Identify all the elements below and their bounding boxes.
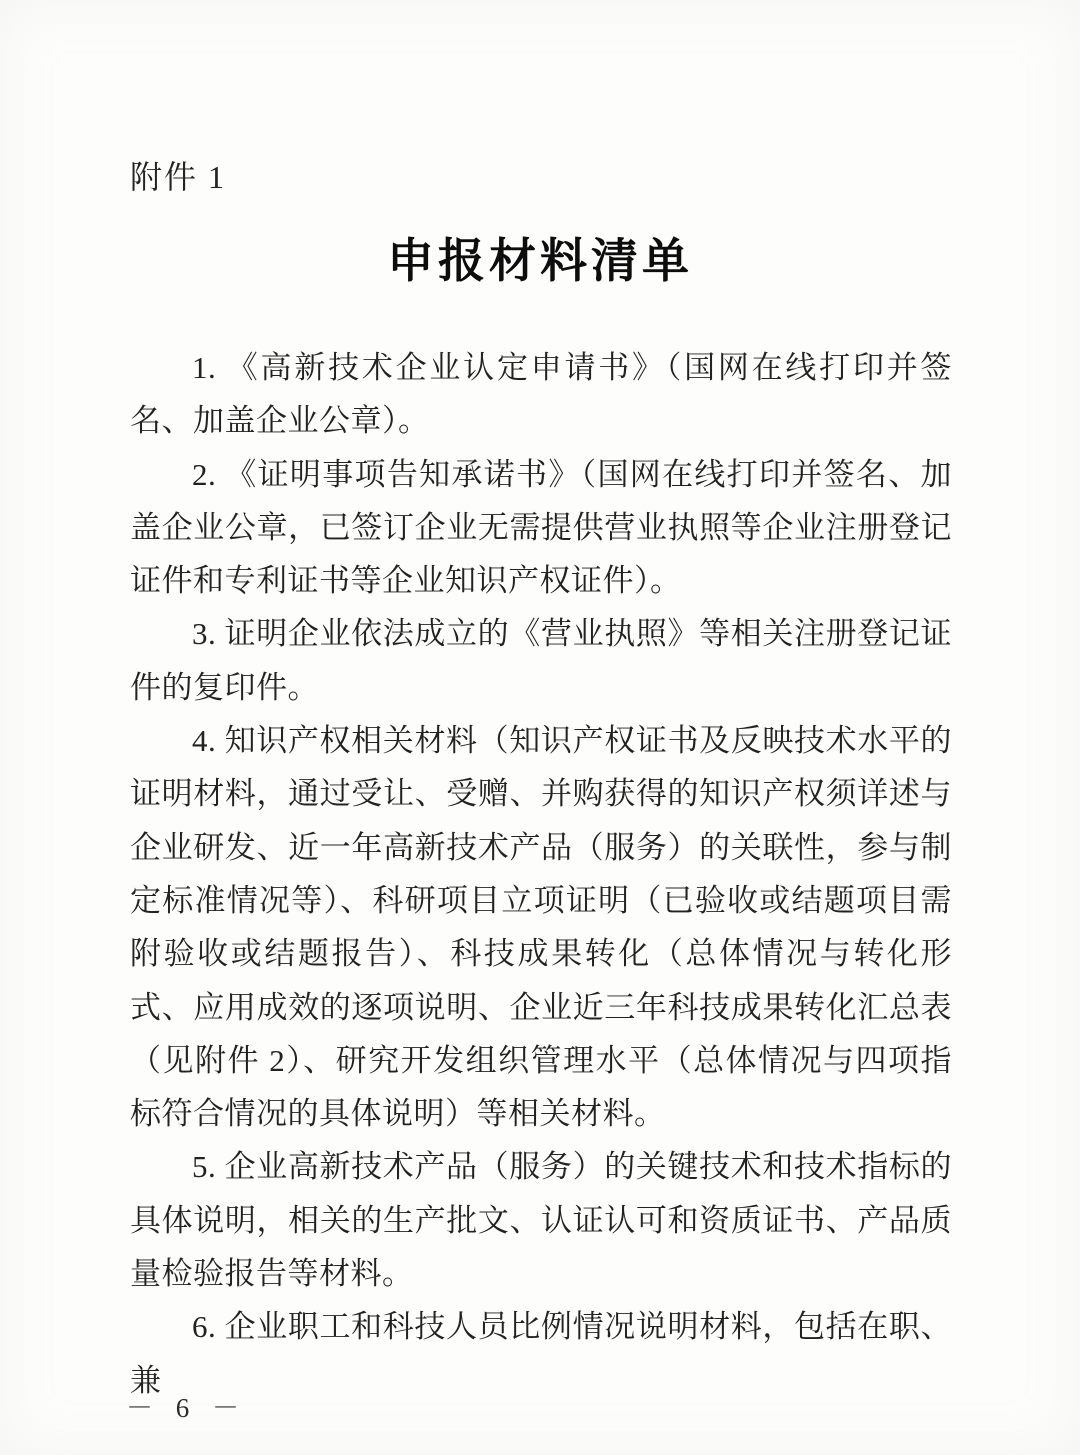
list-item-6: 6. 企业职工和科技人员比例情况说明材料，包括在职、兼 bbox=[130, 1309, 952, 1398]
document-title: 申报材料清单 bbox=[387, 236, 693, 288]
list-item-1: 1. 《高新技术企业认定申请书》（国网在线打印并签名、加盖企业公章）。 bbox=[130, 350, 952, 439]
attachment-label: 附件 1 bbox=[130, 159, 227, 195]
page-number: － 6 － bbox=[126, 1393, 247, 1423]
document-body bbox=[130, 341, 952, 1407]
list-item-3: 3. 证明企业依法成立的《营业执照》等相关注册登记证件的复印件。 bbox=[130, 616, 952, 705]
list-item-5: 5. 企业高新技术产品（服务）的关键技术和技术指标的具体说明，相关的生产批文、认证认可和资质证书、产品质量检验报告等材料。 bbox=[130, 1149, 952, 1292]
list-item-2: 2. 《证明事项告知承诺书》（国网在线打印并签名、加盖企业公章，已签订企业无需提供营业执照等企业注册登记证件和专利证书等企业知识产权证件）。 bbox=[130, 456, 952, 599]
list-item-4: 4. 知识产权相关材料（知识产权证书及反映技术水平的证明材料，通过受让、受赠、并购获得的知识产权须详述与企业研发、近一年高新技术产品（服务）的关联性，参与制定标准情况等）、科研项目立项证明（已验收或结题项目需附验收或结题报告）、科技成果转化（总体情况与转化形式、应用成效的逐项说明、企业近三年科技成果转化汇总表（见附件 2）、研究开发组织管理水平（总体情况与四项指标符合情况的具体说明）等相关材料。 bbox=[130, 723, 952, 1132]
